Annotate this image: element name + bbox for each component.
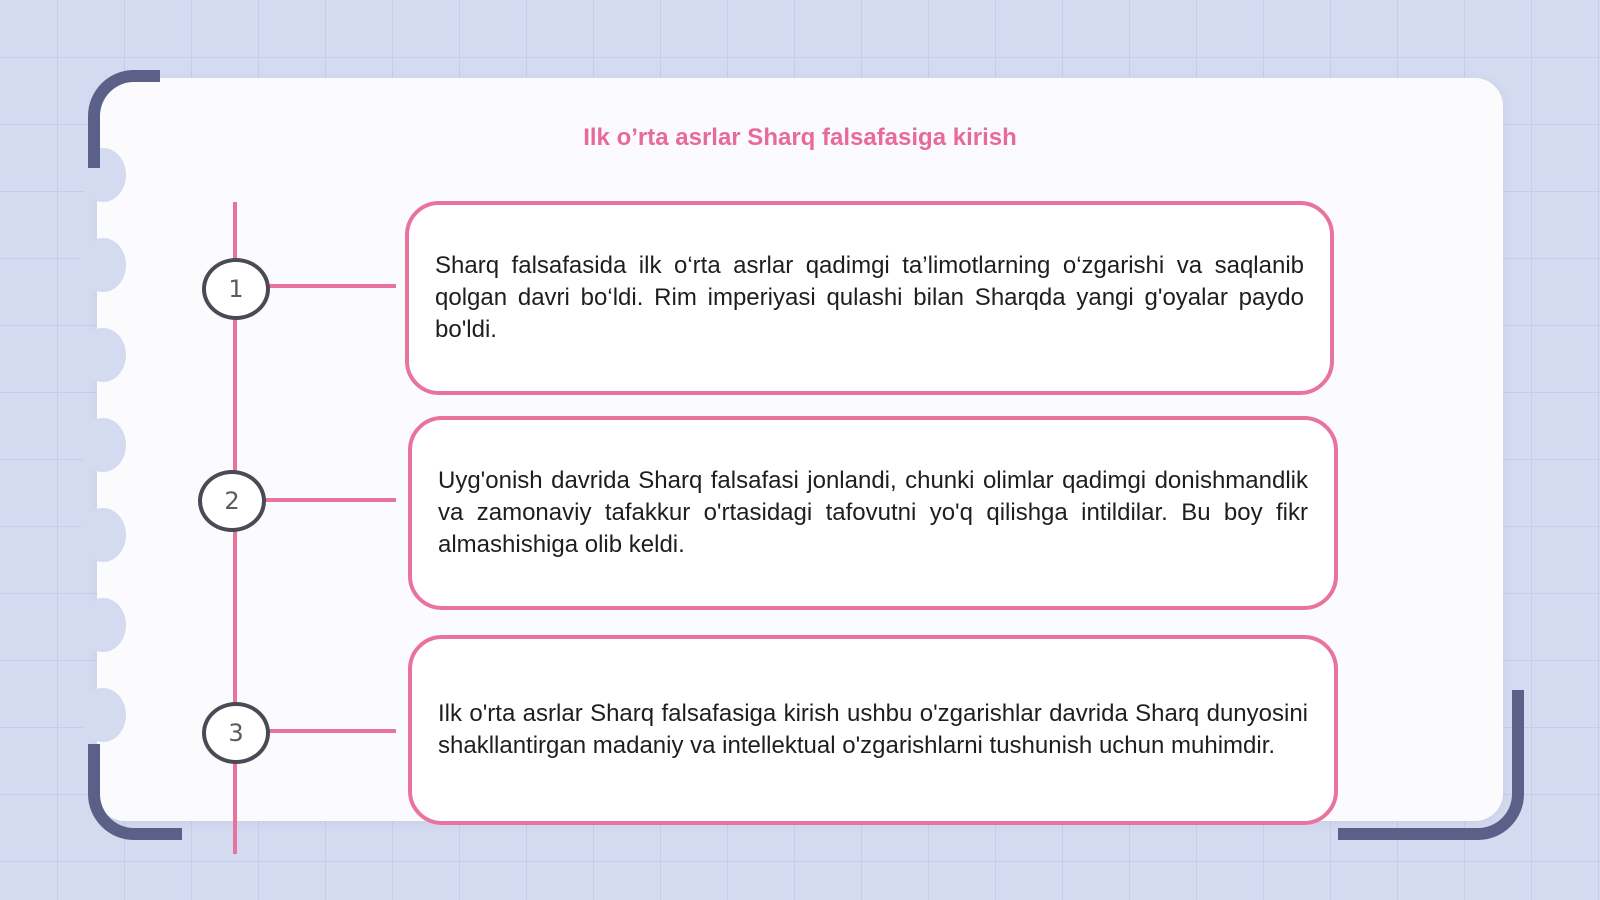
timeline-marker-1: 1 [202, 258, 270, 320]
timeline-card-text: Ilk o'rta asrlar Sharq falsafasiga kirish ushbu o'zgarishlar davrida Sharq dunyosini shakllantirgan madaniy va intellektual o'zgarishlarni tushunish uchun muhimdir. [438, 700, 1308, 759]
timeline-card-2 [408, 416, 1338, 610]
binder-notch [80, 328, 126, 382]
timeline-card-text: Sharq falsafasida ilk o‘rta asrlar qadimgi ta’limotlarning o‘zgarishi va saqlanib qolgan davri bo‘ldi. Rim imperiyasi qulashi bilan Sharqda yangi g'oyalar paydo bo'ldi. [435, 252, 1304, 343]
timeline-connector-3 [266, 729, 396, 733]
slide-title: Ilk o’rta asrlar Sharq falsafasiga kirish [583, 124, 1017, 151]
binder-notch [80, 688, 126, 742]
timeline-card-text: Uyg'onish davrida Sharq falsafasi jonlandi, chunki olimlar qadimgi donishmandlik va zamonaviy tafakkur o'rtasidagi tafovutni yo'q qilishga intildilar. Bu boy fikr almashishiga olib keldi. [438, 467, 1308, 558]
binder-notch [80, 598, 126, 652]
timeline-card-1 [405, 201, 1334, 395]
timeline-connector-1 [266, 284, 396, 288]
timeline-connector-2 [262, 498, 396, 502]
corner-bracket-top-left [88, 70, 160, 168]
corner-bracket-bottom-left [88, 744, 182, 840]
timeline-marker-2: 2 [198, 470, 266, 532]
corner-bracket-bottom-right [1338, 690, 1524, 840]
timeline-card-3 [408, 635, 1338, 825]
binder-notch [80, 418, 126, 472]
binder-notch [80, 238, 126, 292]
timeline-marker-3: 3 [202, 702, 270, 764]
binder-notch [80, 508, 126, 562]
